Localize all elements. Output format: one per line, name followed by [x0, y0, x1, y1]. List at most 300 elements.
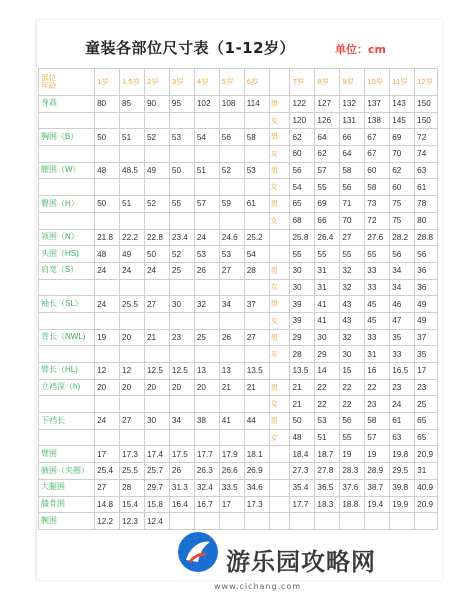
value-cell: 56 [219, 129, 244, 146]
value-cell: 45 [365, 312, 390, 329]
value-cell: 41 [315, 312, 340, 329]
value-cell: 74 [415, 146, 438, 163]
value-cell: 21 [290, 396, 315, 413]
value-cell [219, 279, 244, 296]
sex-cell: 男 [269, 129, 290, 146]
value-cell: 47 [390, 312, 415, 329]
value-cell: 25.2 [244, 229, 269, 246]
sex-header-cell [269, 69, 290, 96]
value-cell: 26.9 [244, 463, 269, 480]
value-cell [244, 513, 269, 530]
value-cell: 27.3 [290, 463, 315, 480]
value-cell: 41 [219, 413, 244, 430]
value-cell: 65 [415, 413, 438, 430]
value-cell: 23 [365, 396, 390, 413]
row-label-cell: 身高 [39, 96, 95, 113]
row-label-cell: 臂长（HL) [39, 363, 95, 380]
value-cell: 52 [144, 129, 169, 146]
value-cell: 51 [120, 129, 145, 146]
page-title: 童装各部位尺寸表（1-12岁） [85, 39, 296, 57]
value-cell [169, 346, 194, 363]
value-cell: 30 [340, 346, 365, 363]
value-cell: 27 [340, 229, 365, 246]
value-cell: 145 [390, 112, 415, 129]
row-label-cell: 大腿围 [39, 479, 95, 496]
value-cell: 48.5 [120, 162, 145, 179]
value-cell: 53 [219, 246, 244, 263]
value-cell: 27 [95, 479, 120, 496]
value-cell: 69 [390, 129, 415, 146]
table-row [39, 212, 438, 229]
row-label-cell: 袖长（SL） [39, 296, 95, 313]
value-cell: 32 [340, 279, 365, 296]
value-cell: 12.3 [120, 513, 145, 530]
value-cell: 35 [390, 329, 415, 346]
value-cell: 19 [365, 446, 390, 463]
value-cell: 12 [120, 363, 145, 380]
sex-cell [269, 496, 290, 513]
value-cell: 51 [315, 429, 340, 446]
value-cell: 24 [390, 396, 415, 413]
value-cell: 24 [194, 229, 219, 246]
value-cell [194, 212, 219, 229]
value-cell: 38.7 [365, 479, 390, 496]
table-row [39, 246, 438, 263]
value-cell: 30 [315, 329, 340, 346]
value-cell [415, 513, 438, 530]
value-cell [194, 346, 219, 363]
value-cell: 52 [169, 246, 194, 263]
sex-cell: 女 [269, 312, 290, 329]
value-cell: 28.8 [415, 229, 438, 246]
value-cell [169, 396, 194, 413]
value-cell: 24.6 [219, 229, 244, 246]
value-cell [194, 179, 219, 196]
value-cell: 16.5 [390, 363, 415, 380]
value-cell: 138 [365, 112, 390, 129]
size-table [38, 68, 438, 530]
value-cell [144, 112, 169, 129]
value-cell [390, 513, 415, 530]
value-cell: 20 [169, 379, 194, 396]
value-cell: 54 [194, 129, 219, 146]
value-cell: 80 [95, 96, 120, 113]
value-cell: 23 [390, 379, 415, 396]
value-cell [95, 312, 120, 329]
value-cell: 137 [365, 96, 390, 113]
value-cell: 13 [219, 363, 244, 380]
value-cell: 25.5 [120, 296, 145, 313]
value-cell [219, 212, 244, 229]
value-cell: 58 [365, 413, 390, 430]
value-cell [120, 346, 145, 363]
value-cell: 25 [194, 329, 219, 346]
value-cell [244, 429, 269, 446]
value-cell: 39 [290, 296, 315, 313]
sex-cell [269, 446, 290, 463]
table-row [39, 146, 438, 163]
value-cell: 71 [340, 196, 365, 213]
value-cell: 22 [340, 379, 365, 396]
value-cell: 34 [390, 262, 415, 279]
value-cell [169, 212, 194, 229]
value-cell: 24 [95, 262, 120, 279]
row-label-cell: 腋围（夹圈） [39, 463, 95, 480]
value-cell: 52 [144, 196, 169, 213]
value-cell: 55 [315, 246, 340, 263]
value-cell: 53 [244, 162, 269, 179]
value-cell: 55 [365, 246, 390, 263]
value-cell: 28.9 [365, 463, 390, 480]
value-cell: 26 [169, 463, 194, 480]
sex-cell: 男 [269, 329, 290, 346]
value-cell [95, 179, 120, 196]
table-row [39, 363, 438, 380]
value-cell: 53 [169, 129, 194, 146]
row-label-cell [39, 146, 95, 163]
value-cell: 24 [120, 262, 145, 279]
value-cell: 50 [290, 413, 315, 430]
row-label-cell [39, 279, 95, 296]
sex-cell: 女 [269, 429, 290, 446]
value-cell: 20 [194, 379, 219, 396]
value-cell: 15.4 [120, 496, 145, 513]
value-cell: 36.5 [315, 479, 340, 496]
table-row [39, 179, 438, 196]
value-cell: 67 [365, 146, 390, 163]
age-header-cell: 1.5岁 [120, 69, 145, 96]
value-cell [120, 179, 145, 196]
value-cell: 27 [244, 329, 269, 346]
value-cell: 27 [219, 262, 244, 279]
value-cell [219, 112, 244, 129]
value-cell: 120 [290, 112, 315, 129]
table-row [39, 479, 438, 496]
value-cell: 25.8 [290, 229, 315, 246]
value-cell [169, 279, 194, 296]
value-cell [144, 429, 169, 446]
value-cell: 17 [219, 496, 244, 513]
row-label-cell: 立裆深（h) [39, 379, 95, 396]
value-cell: 58 [340, 162, 365, 179]
value-cell: 19.8 [390, 446, 415, 463]
value-cell: 63 [390, 429, 415, 446]
row-label-cell [39, 312, 95, 329]
row-label-cell [39, 429, 95, 446]
value-cell: 50 [144, 246, 169, 263]
table-row [39, 379, 438, 396]
row-label-cell: 肩宽（S） [39, 262, 95, 279]
row-label-cell [39, 112, 95, 129]
value-cell: 18.8 [340, 496, 365, 513]
value-cell: 40.9 [415, 479, 438, 496]
table-row [39, 96, 438, 113]
value-cell: 21.8 [95, 229, 120, 246]
value-cell: 17.3 [120, 446, 145, 463]
value-cell: 85 [120, 96, 145, 113]
value-cell: 56 [340, 179, 365, 196]
value-cell [95, 212, 120, 229]
table-row [39, 129, 438, 146]
value-cell: 57 [194, 196, 219, 213]
value-cell: 64 [315, 129, 340, 146]
value-cell: 53 [315, 413, 340, 430]
header-corner-cell [39, 69, 95, 96]
value-cell [95, 112, 120, 129]
value-cell [144, 179, 169, 196]
value-cell: 34.6 [244, 479, 269, 496]
value-cell: 14.8 [95, 496, 120, 513]
value-cell: 25 [415, 396, 438, 413]
value-cell: 31 [315, 262, 340, 279]
value-cell [244, 312, 269, 329]
value-cell: 108 [219, 96, 244, 113]
value-cell [120, 112, 145, 129]
age-header-cell: 11岁 [390, 69, 415, 96]
value-cell: 75 [390, 212, 415, 229]
value-cell: 43 [340, 296, 365, 313]
value-cell: 132 [340, 96, 365, 113]
value-cell [169, 513, 194, 530]
value-cell: 33 [365, 279, 390, 296]
value-cell: 31 [365, 346, 390, 363]
table-row [39, 429, 438, 446]
value-cell: 30 [290, 279, 315, 296]
value-cell: 37.6 [340, 479, 365, 496]
sex-cell: 女 [269, 346, 290, 363]
value-cell: 66 [340, 129, 365, 146]
value-cell: 25.7 [144, 463, 169, 480]
value-cell: 70 [340, 212, 365, 229]
value-cell: 49 [415, 312, 438, 329]
value-cell: 22 [340, 396, 365, 413]
value-cell: 22.2 [120, 229, 145, 246]
value-cell: 31 [315, 279, 340, 296]
value-cell: 126 [315, 112, 340, 129]
sex-cell: 男 [269, 379, 290, 396]
value-cell: 39 [290, 312, 315, 329]
row-label-cell: 下裆长 [39, 413, 95, 430]
table-row [39, 396, 438, 413]
value-cell: 143 [390, 96, 415, 113]
value-cell: 62 [315, 146, 340, 163]
value-cell: 65 [290, 196, 315, 213]
value-cell: 29.7 [144, 479, 169, 496]
value-cell: 17 [95, 446, 120, 463]
value-cell [219, 312, 244, 329]
value-cell: 69 [315, 196, 340, 213]
value-cell [365, 513, 390, 530]
value-cell: 17 [415, 363, 438, 380]
value-cell [169, 112, 194, 129]
value-cell: 54 [244, 246, 269, 263]
value-cell: 67 [365, 129, 390, 146]
sex-cell: 女 [269, 396, 290, 413]
value-cell: 22 [315, 379, 340, 396]
age-header-cell: 6岁 [244, 69, 269, 96]
value-cell: 56 [340, 413, 365, 430]
value-cell: 72 [415, 129, 438, 146]
value-cell: 14 [315, 363, 340, 380]
value-cell: 33 [365, 262, 390, 279]
sex-cell [269, 363, 290, 380]
value-cell: 19.4 [365, 496, 390, 513]
value-cell: 20.9 [415, 496, 438, 513]
table-row [39, 496, 438, 513]
value-cell: 22 [365, 379, 390, 396]
value-cell: 26.4 [315, 229, 340, 246]
value-cell: 78 [415, 196, 438, 213]
value-cell: 31.3 [169, 479, 194, 496]
value-cell: 46 [390, 296, 415, 313]
value-cell: 65 [415, 429, 438, 446]
value-cell [194, 279, 219, 296]
value-cell: 17.4 [144, 446, 169, 463]
value-cell: 19.9 [390, 496, 415, 513]
value-cell: 25.4 [95, 463, 120, 480]
value-cell: 26 [194, 262, 219, 279]
sex-cell [269, 229, 290, 246]
value-cell: 64 [340, 146, 365, 163]
sex-cell [269, 463, 290, 480]
age-header-cell: 5岁 [219, 69, 244, 96]
table-row [39, 463, 438, 480]
value-cell: 51 [194, 162, 219, 179]
value-cell: 13.5 [290, 363, 315, 380]
value-cell: 21 [244, 379, 269, 396]
value-cell: 32 [194, 296, 219, 313]
value-cell: 114 [244, 96, 269, 113]
sex-cell: 女 [269, 212, 290, 229]
age-header-cell: 12岁 [415, 69, 438, 96]
value-cell: 20.9 [415, 446, 438, 463]
age-header-cell: 10岁 [365, 69, 390, 96]
value-cell: 131 [340, 112, 365, 129]
value-cell: 50 [95, 196, 120, 213]
value-cell [194, 146, 219, 163]
value-cell: 59 [219, 196, 244, 213]
value-cell [244, 346, 269, 363]
value-cell: 41 [315, 296, 340, 313]
table-row [39, 262, 438, 279]
value-cell: 13 [194, 363, 219, 380]
table-row [39, 279, 438, 296]
value-cell: 18.3 [315, 496, 340, 513]
value-cell: 29 [290, 329, 315, 346]
value-cell: 39.8 [390, 479, 415, 496]
value-cell [144, 346, 169, 363]
value-cell: 16 [365, 363, 390, 380]
value-cell: 61 [390, 413, 415, 430]
value-cell [219, 179, 244, 196]
value-cell: 23 [415, 379, 438, 396]
row-label-cell [39, 346, 95, 363]
value-cell: 61 [415, 179, 438, 196]
value-cell: 19 [95, 329, 120, 346]
row-label-cell: 臂围 [39, 446, 95, 463]
table-row [39, 229, 438, 246]
value-cell: 21 [290, 379, 315, 396]
row-label-cell: 胸围（B） [39, 129, 95, 146]
sex-cell: 男 [269, 413, 290, 430]
value-cell: 57 [315, 162, 340, 179]
table-row [39, 413, 438, 430]
value-cell: 62 [290, 129, 315, 146]
value-cell: 62 [390, 162, 415, 179]
value-cell: 32.4 [194, 479, 219, 496]
value-cell: 66 [315, 212, 340, 229]
sex-cell [269, 479, 290, 496]
value-cell [244, 146, 269, 163]
value-cell: 12.5 [169, 363, 194, 380]
value-cell: 27 [120, 413, 145, 430]
sex-cell: 男 [269, 96, 290, 113]
age-header-cell: 7岁 [290, 69, 315, 96]
value-cell: 13.5 [244, 363, 269, 380]
value-cell: 48 [290, 429, 315, 446]
value-cell: 18.7 [315, 446, 340, 463]
value-cell: 50 [169, 162, 194, 179]
table-row [39, 513, 438, 530]
value-cell: 36 [415, 279, 438, 296]
value-cell: 55 [315, 179, 340, 196]
value-cell: 49 [120, 246, 145, 263]
value-cell: 60 [365, 162, 390, 179]
value-cell [219, 346, 244, 363]
value-cell: 150 [415, 112, 438, 129]
row-label-cell [39, 396, 95, 413]
value-cell: 50 [95, 129, 120, 146]
value-cell: 18.1 [244, 446, 269, 463]
value-cell: 30 [144, 413, 169, 430]
value-cell [194, 312, 219, 329]
value-cell [169, 312, 194, 329]
corner-top-label: 部位 [41, 72, 57, 82]
value-cell: 70 [390, 146, 415, 163]
value-cell: 102 [194, 96, 219, 113]
value-cell: 17.7 [290, 496, 315, 513]
value-cell: 22.8 [144, 229, 169, 246]
value-cell [194, 429, 219, 446]
value-cell [244, 212, 269, 229]
row-label-cell: 腰围（W） [39, 162, 95, 179]
row-label-cell: 领围（N） [39, 229, 95, 246]
value-cell: 34 [219, 296, 244, 313]
value-cell: 17.5 [169, 446, 194, 463]
sex-cell: 女 [269, 112, 290, 129]
row-label-cell: 腕围 [39, 513, 95, 530]
value-cell [244, 279, 269, 296]
sex-cell: 男 [269, 196, 290, 213]
value-cell: 61 [244, 196, 269, 213]
sex-cell: 女 [269, 279, 290, 296]
value-cell: 55 [169, 196, 194, 213]
value-cell: 54 [290, 179, 315, 196]
table-row [39, 112, 438, 129]
value-cell: 28.3 [340, 463, 365, 480]
sex-cell: 男 [269, 162, 290, 179]
value-cell: 90 [144, 96, 169, 113]
table-row [39, 162, 438, 179]
value-cell [194, 396, 219, 413]
watermark-url: www.cichang.com [214, 582, 302, 591]
row-label-cell [39, 212, 95, 229]
value-cell [169, 429, 194, 446]
age-header-cell: 9岁 [340, 69, 365, 96]
table-row [39, 312, 438, 329]
table-row [39, 346, 438, 363]
table-row [39, 329, 438, 346]
